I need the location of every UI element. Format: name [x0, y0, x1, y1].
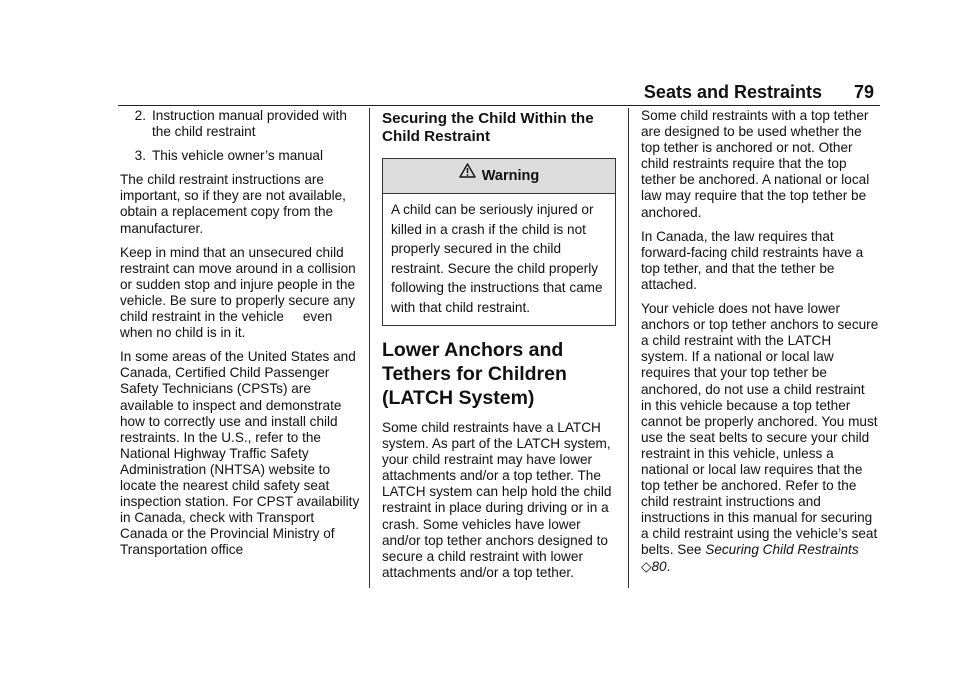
warning-body: A child can be seriously injured or killed in a crash if the child is not properly secured in the child restraint. Secure the child properly following the instructions that came with that child restraint.	[391, 202, 603, 315]
column-divider-2	[628, 108, 629, 588]
column-2	[382, 108, 616, 589]
warning-title: Warning	[481, 168, 540, 184]
column-1	[120, 108, 360, 566]
page-header	[118, 80, 880, 106]
subheading: Securing the Child Within the Child Restraint	[382, 110, 594, 145]
list-item	[120, 108, 360, 140]
warning-triangle-icon	[459, 157, 476, 191]
section-heading: Lower Anchors and Tethers for Children (LATCH System)	[382, 339, 567, 409]
paragraph: In some areas of the United States and Canada, Certified Child Passenger Safety Technicians (CPSTs) are available to inspect and demonstrate how to correctly use and install child restraints. In the U.S., refer to the National Highway Traffic Safety Administration (NHTSA) website to locate the nearest child safety seat inspection station. For CPST availability in Canada, check with Transport Canada or the Provincial Ministry of Transportation office	[120, 349, 360, 558]
warning-box	[382, 158, 616, 326]
list-text: This vehicle owner’s manual	[152, 148, 324, 164]
paragraph: Some child restraints with a top tether are designed to be used whether the top tether is anchored or not. Other child restraints require that the top tether be anchored. A national or local law may require that the top tether be anchored.	[641, 108, 870, 220]
list-text: Instruction manual provided with the child restraint	[152, 108, 347, 140]
paragraph	[641, 301, 879, 575]
section-title: Seats and Restraints	[643, 82, 822, 102]
cross-reference-link[interactable]: Securing Child Restraints	[705, 542, 859, 558]
paragraph: In Canada, the law requires that forward-facing child restraints have a top tether, and that the tether be attached.	[641, 228, 864, 292]
page-ref-icon: ◇	[641, 558, 652, 574]
column-divider-1	[369, 108, 370, 588]
page-ref-number[interactable]: 80	[651, 558, 667, 574]
paragraph: Some child restraints have a LATCH system. As part of the LATCH system, your child restraint may have lower attachments and/or a top tether. The LATCH system can help hold the child restraint in place during driving or in a crash. Some vehicles have lower and/or top tether anchors designed to secure a child restraint with lower attachments and/or a top tether.	[382, 420, 612, 580]
header-rule	[118, 105, 880, 106]
paragraph: The child restraint instructions are important, so if they are not available, obtain a replacement copy from the manufacturer.	[120, 172, 346, 236]
paragraph-text: Your vehicle does not have lower anchors or top tether anchors to secure a child restraint with the LATCH system. If a national or local law requires that your top tether be anchored, do not use a child restraint in this vehicle because a top tether cannot be properly anchored. You must use the seat belts to secure your child restraint in this vehicle, unless a national or local law requires that the top tether be anchored. Refer to the child restraint instructions and instructions in this manual for securing a child restraint using the vehicle’s seat belts. See	[641, 301, 879, 558]
list-number: 3.	[134, 148, 146, 164]
paragraph: Keep in mind that an unsecured child restraint can move around in a collision or sudden stop and injure people in the vehicle. Be sure to properly secure any child restraint in the vehicle even when no child is in it.	[120, 244, 360, 341]
column-3	[641, 108, 879, 583]
list-number: 2.	[134, 108, 146, 123]
warning-header	[383, 159, 615, 194]
list-item	[120, 148, 360, 164]
end-punctuation: .	[666, 558, 671, 574]
page-number: 79	[853, 82, 874, 102]
